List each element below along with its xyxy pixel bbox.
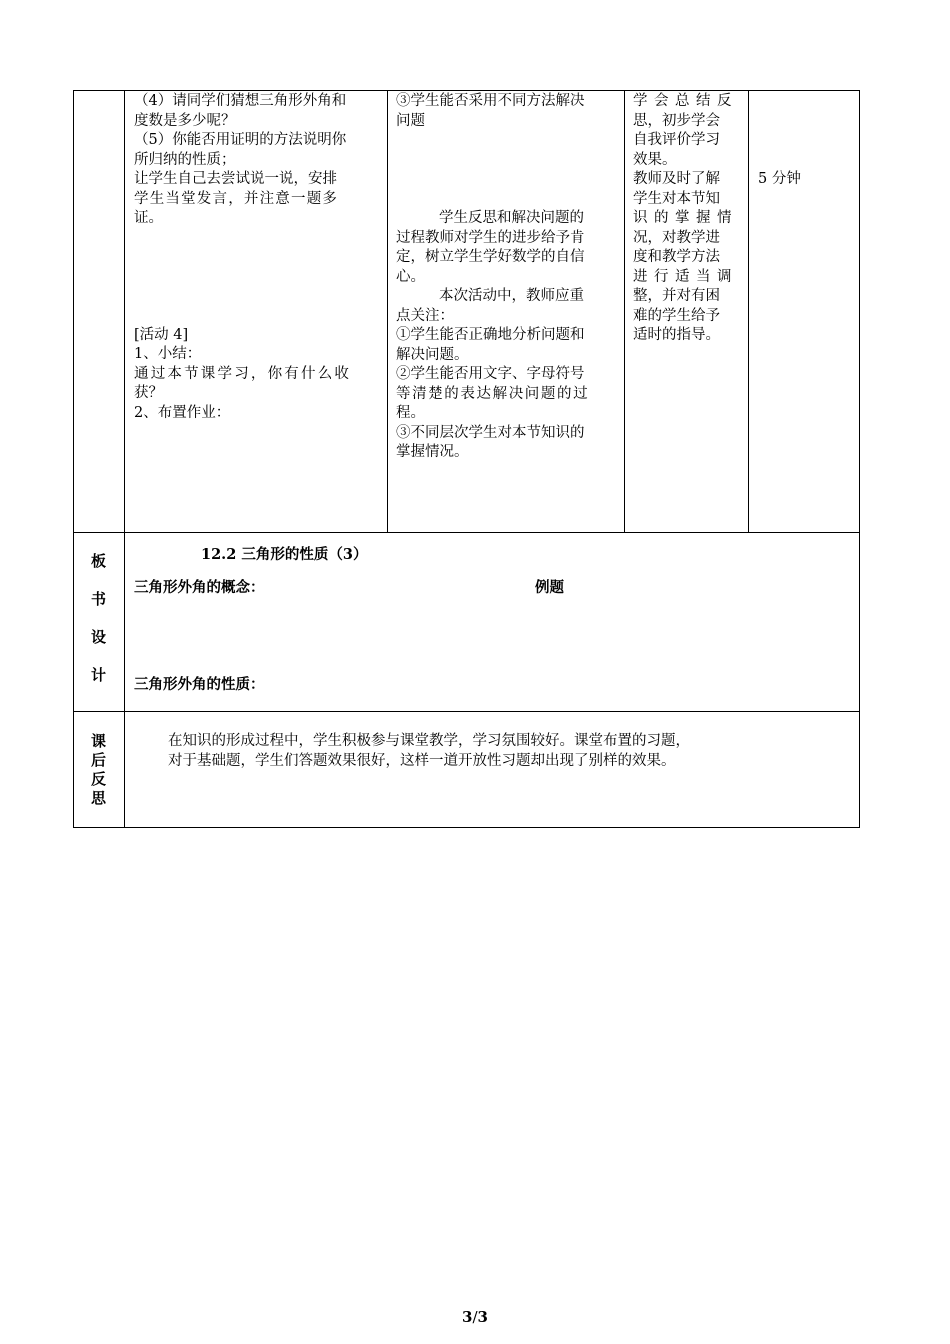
intent-line: 难的学生给予 [633,307,720,324]
lesson-plan-table [73,90,860,828]
activity-line: 通过本节课学习，你有什么收 [134,365,352,382]
focus-column [396,92,622,463]
row-divider-reflection [73,711,860,712]
focus-line: 掌握情况。 [396,444,469,460]
board-property-label: 三角形外角的性质： [134,676,265,693]
reflection-label-char: 后 [90,751,106,769]
focus-line: 心。 [396,268,425,285]
focus-line: 解决问题。 [396,346,469,363]
page-number [0,1308,950,1326]
focus-line: 等清楚的表达解决问题的过 [396,385,590,402]
activity-line: （5）你能否用证明的方法说明你 [134,132,347,148]
intent-column [633,92,745,346]
activity-line: 获？ [134,385,163,401]
focus-line: 问题 [396,112,425,129]
current-page: 3 [462,1308,473,1326]
time-value: 5 分钟 [758,171,801,187]
reflection-label-char: 课 [90,732,106,750]
focus-line: 本次活动中，教师应重 [439,288,584,304]
reflection-text [168,732,848,771]
total-pages: 3 [477,1308,488,1326]
board-label-char: 书 [90,590,106,608]
intent-line: 学会总结反 [633,93,738,109]
intent-line: 整，并对有困 [633,288,720,304]
board-design-label [73,552,124,704]
label-column-divider [124,90,125,828]
focus-line: 点关注： [396,307,454,324]
board-example-label: 例题 [535,579,564,596]
column-divider-4 [748,90,749,533]
activity-line: 所归纳的性质； [134,151,236,168]
activity-line: 让学生自己去尝试说一说，安排 [134,171,337,187]
focus-line: ②学生能否用文字、字母符号 [396,366,585,382]
intent-line: 教师及时了解 [633,171,720,187]
intent-line: 况，对教学进 [633,229,720,246]
reflection-line: 在知识的形成过程中，学生积极参与课堂教学，学习氛围较好。课堂布置的习题， [168,733,690,749]
column-divider-2 [387,90,388,533]
intent-line: 效果。 [633,151,677,168]
activity-line: 1、小结： [134,346,202,362]
focus-line: 学生反思和解决问题的 [439,210,584,226]
intent-line: 识的掌握情 [633,210,738,226]
activity-line: （4）请同学们猜想三角形外角和 [134,93,347,109]
intent-line: 思，初步学会 [633,112,720,129]
column-divider-3 [624,90,625,533]
activity-line: 学生当堂发言，并注意一题多 [134,190,339,207]
board-label-char: 设 [90,628,106,646]
board-label-char: 计 [90,666,106,684]
intent-line: 适时的指导。 [633,327,720,343]
focus-line: ③不同层次学生对本节知识的 [396,424,585,441]
reflection-label-char: 反 [90,770,106,788]
activity-line: 度数是多少呢？ [134,112,236,129]
activity-line: 证。 [134,210,163,226]
table-top-border [73,90,860,91]
intent-line: 自我评价学习 [633,132,720,148]
row-divider-board [73,532,860,533]
intent-line: 进行适当调 [633,268,738,285]
table-bottom-border [73,827,860,828]
focus-line: ①学生能否正确地分析问题和 [396,327,585,343]
table-right-border [859,90,860,828]
intent-line: 度和教学方法 [633,249,720,265]
focus-line: ③学生能否采用不同方法解决 [396,93,585,109]
time-column [758,170,856,190]
focus-line: 程。 [396,405,425,421]
activity-line: 2、布置作业： [134,404,231,421]
focus-line: 定，树立学生学好数学的自信 [396,249,585,265]
board-title: 12.2 三角形的性质（3） [201,546,368,563]
page-separator: / [472,1308,478,1326]
reflection-line: 对于基础题，学生们答题效果很好，这样一道开放性习题却出现了别样的效果。 [168,752,676,769]
table-left-border [73,90,74,828]
activity-column [134,92,382,423]
board-concept-label: 三角形外角的概念： [134,579,265,596]
activity-4-heading: [活动 4] [134,326,189,343]
board-label-char: 板 [90,552,106,570]
intent-line: 学生对本节知 [633,190,720,207]
reflection-label-char: 思 [90,789,106,807]
focus-line: 过程教师对学生的进步给予肯 [396,229,585,246]
reflection-label [73,732,124,808]
